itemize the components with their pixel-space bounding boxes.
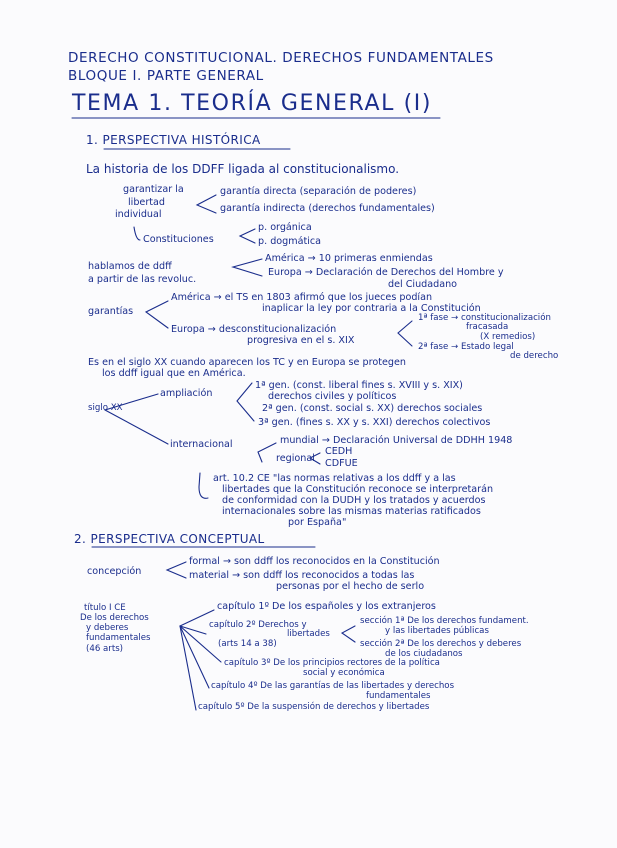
concepcion-material-cont: personas por el hecho de serlo bbox=[276, 581, 425, 592]
europa-declaracion-cont: del Ciudadano bbox=[388, 279, 458, 290]
art-10-2-e: por España" bbox=[288, 517, 347, 528]
intro-text: La historia de los DDFF ligada al constitucionalismo. bbox=[86, 162, 400, 176]
europa-desconst-cont: progresiva en el s. XIX bbox=[247, 335, 355, 346]
art-10-2-b: libertades que la Constitución reconoce se interpretarán bbox=[222, 484, 494, 495]
individual-label: individual bbox=[115, 209, 162, 220]
brace-hablamos bbox=[233, 259, 262, 276]
fase1-fracasada: fracasada bbox=[466, 322, 509, 332]
seccion-2: sección 2ª De los derechos y deberes bbox=[360, 639, 522, 649]
seccion-1: sección 1ª De los derechos fundament. bbox=[360, 616, 529, 626]
art-10-2-d: internacionales sobre las mismas materias ratificados bbox=[222, 506, 481, 517]
titulo-i-e: (46 arts) bbox=[86, 644, 124, 654]
america-ts-cont: inaplicar la ley por contraria a la Constitución bbox=[262, 303, 481, 314]
cdfue: CDFUE bbox=[325, 458, 358, 469]
capitulo-2-c: (arts 14 a 38) bbox=[218, 639, 277, 649]
brace-secciones bbox=[342, 626, 355, 642]
titulo-i-d: fundamentales bbox=[86, 633, 151, 643]
cedh: CEDH bbox=[325, 446, 353, 457]
capitulo-2-b: libertades bbox=[287, 629, 330, 639]
garantizar-label: garantizar la bbox=[123, 184, 184, 195]
capitulo-4: capítulo 4º De las garantías de las libertades y derechos bbox=[211, 681, 455, 691]
brace-art bbox=[199, 473, 208, 498]
siglo-xx-label: siglo XX bbox=[88, 403, 123, 413]
brace-garantizar bbox=[197, 195, 216, 213]
titulo-i-c: y deberes bbox=[86, 623, 129, 633]
constituciones-label: Constituciones bbox=[143, 234, 214, 245]
regional-label: regional bbox=[276, 453, 315, 464]
revoluciones-label: a partir de las revoluc. bbox=[88, 274, 197, 285]
mundial: mundial → Declaración Universal de DDHH 1948 bbox=[280, 435, 513, 446]
arrow-constituciones bbox=[134, 227, 140, 240]
brace-internacional bbox=[258, 443, 276, 462]
parte-dogmatica: p. dogmática bbox=[258, 236, 322, 247]
seccion-2-b: de los ciudadanos bbox=[385, 649, 463, 659]
gen1-cont: derechos civiles y políticos bbox=[268, 391, 397, 402]
line-internacional bbox=[105, 410, 168, 444]
art-10-2: art. 10.2 CE "las normas relativas a los ddff y a las bbox=[213, 473, 456, 484]
concepcion-label: concepción bbox=[87, 566, 142, 577]
brace-generaciones bbox=[237, 383, 254, 421]
brace-fases bbox=[398, 321, 412, 346]
europa-declaracion: Europa → Declaración de Derechos del Hombre y bbox=[268, 267, 504, 278]
brace-constituciones bbox=[240, 229, 255, 243]
internacional-label: internacional bbox=[170, 439, 233, 450]
gen1: 1ª gen. (const. liberal fines s. XVIII y s. XIX) bbox=[255, 380, 463, 391]
capitulo-2: capítulo 2º Derechos y bbox=[209, 620, 307, 630]
block-title: BLOQUE I. PARTE GENERAL bbox=[68, 68, 264, 84]
concepcion-formal: formal → son ddff los reconocidos en la Constitución bbox=[189, 556, 440, 567]
titulo-i-b: De los derechos bbox=[80, 613, 149, 623]
fase1-remedios: (X remedios) bbox=[480, 332, 536, 342]
garantias-label: garantías bbox=[88, 306, 134, 317]
siglo-text-cont: los ddff igual que en América. bbox=[102, 368, 246, 379]
hablamos-label: hablamos de ddff bbox=[88, 261, 172, 272]
concepcion-material: material → son ddff los reconocidos a todas las bbox=[189, 570, 415, 581]
brace-garantias bbox=[146, 301, 168, 328]
libertad-label: libertad bbox=[128, 197, 165, 208]
garantia-directa: garantía directa (separación de poderes) bbox=[220, 186, 417, 197]
section1-heading: 1. PERSPECTIVA HISTÓRICA bbox=[86, 133, 261, 147]
brace-concepcion bbox=[167, 562, 186, 578]
ampliacion-label: ampliación bbox=[160, 388, 213, 399]
capitulo-3: capítulo 3º De los principios rectores de la política bbox=[224, 658, 440, 668]
america-ts: América → el TS en 1803 afirmó que los jueces podían bbox=[171, 292, 433, 303]
siglo-text: Es en el siglo XX cuando aparecen los TC y en Europa se protegen bbox=[88, 357, 406, 368]
capitulo-1: capítulo 1º De los españoles y los extranjeros bbox=[217, 601, 436, 612]
europa-desconst: Europa → desconstitucionalización bbox=[171, 324, 337, 335]
course-title: DERECHO CONSTITUCIONAL. DERECHOS FUNDAMENTALES bbox=[68, 50, 494, 66]
seccion-1-b: y las libertades públicas bbox=[385, 626, 489, 636]
art-10-2-c: de conformidad con la DUDH y los tratados y acuerdos bbox=[222, 495, 486, 506]
gen2: 2ª gen. (const. social s. XX) derechos sociales bbox=[262, 403, 483, 414]
section2-heading: 2. PERSPECTIVA CONCEPTUAL bbox=[74, 532, 265, 546]
capitulo-4-b: fundamentales bbox=[366, 691, 431, 701]
line-cap4 bbox=[180, 626, 209, 688]
gen3: 3ª gen. (fines s. XX y s. XXI) derechos colectivos bbox=[258, 417, 491, 428]
fase2-cont: de derecho bbox=[510, 351, 559, 361]
garantia-indirecta: garantía indirecta (derechos fundamentales) bbox=[220, 203, 435, 214]
fase1: 1ª fase → constitucionalización bbox=[418, 313, 551, 323]
america-enmiendas: América → 10 primeras enmiendas bbox=[265, 253, 433, 264]
fase2: 2ª fase → Estado legal bbox=[418, 342, 514, 352]
parte-organica: p. orgánica bbox=[258, 222, 312, 233]
capitulo-5: capítulo 5º De la suspensión de derechos y libertades bbox=[198, 702, 430, 712]
capitulo-3-b: social y económica bbox=[303, 668, 385, 678]
page-title: TEMA 1. TEORÍA GENERAL (I) bbox=[72, 91, 433, 116]
titulo-i: título I CE bbox=[84, 603, 126, 613]
